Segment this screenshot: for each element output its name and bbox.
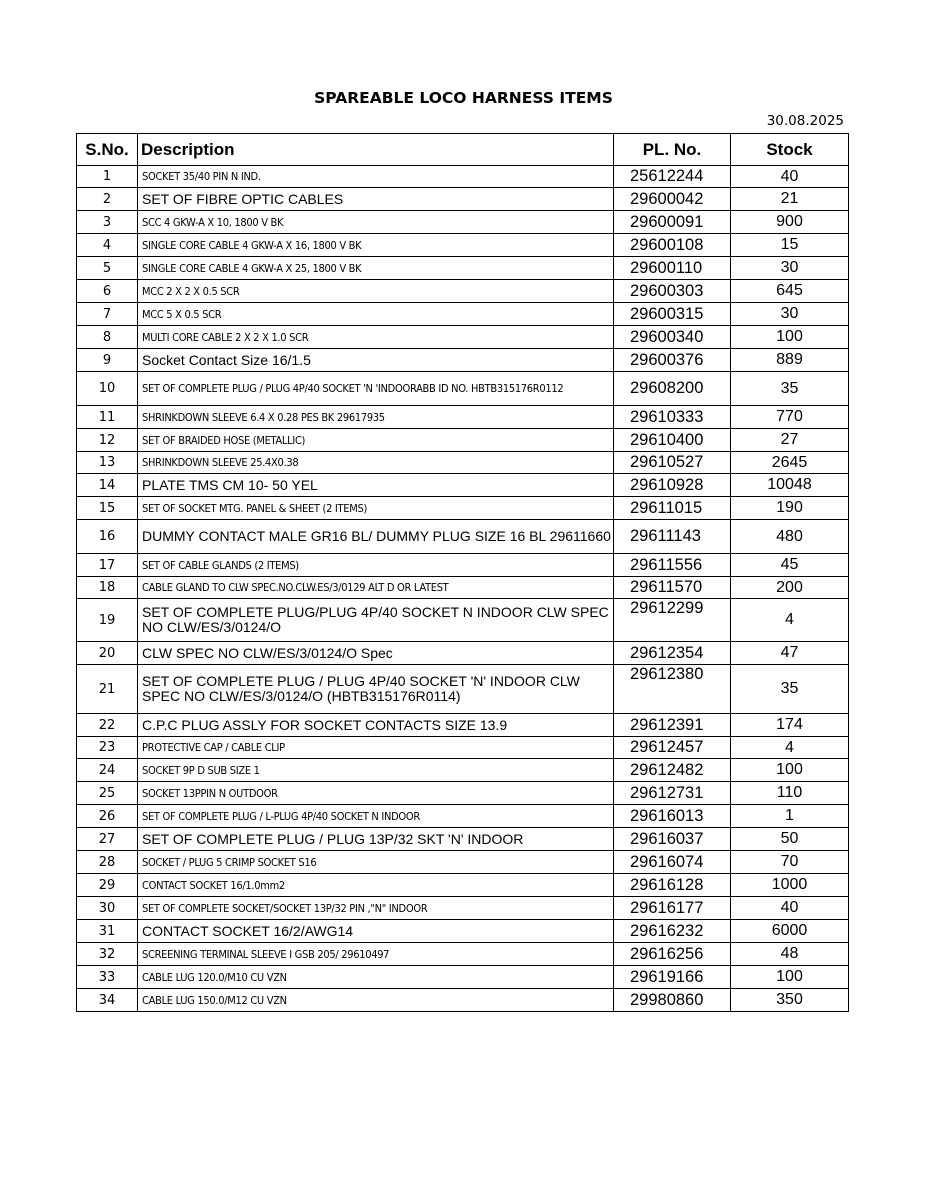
row-pl-no: 29610333: [614, 406, 731, 429]
row-sno: 3: [77, 211, 138, 234]
row-description: SET OF COMPLETE SOCKET/SOCKET 13P/32 PIN ,"N" INDOOR: [138, 897, 614, 920]
row-description: C.P.C PLUG ASSLY FOR SOCKET CONTACTS SIZE 13.9: [138, 714, 614, 737]
row-stock: 900: [731, 211, 849, 234]
table-row: [77, 211, 849, 234]
row-stock: 100: [731, 759, 849, 782]
row-sno: 32: [77, 943, 138, 966]
row-description: CABLE GLAND TO CLW SPEC.NO.CLW.ES/3/0129 ALT D OR LATEST: [138, 577, 614, 599]
row-stock: 1000: [731, 874, 849, 897]
row-stock: 21: [731, 188, 849, 211]
row-description: SOCKET 13PPIN N OUTDOOR: [138, 782, 614, 805]
row-description: SET OF COMPLETE PLUG / L-PLUG 4P/40 SOCKET N INDOOR: [138, 805, 614, 828]
row-pl-no: 29616256: [614, 943, 731, 966]
row-pl-no: 29980860: [614, 989, 731, 1012]
row-stock: 100: [731, 326, 849, 349]
row-sno: 34: [77, 989, 138, 1012]
row-sno: 12: [77, 429, 138, 452]
table-row: [77, 920, 849, 943]
document-title: SPAREABLE LOCO HARNESS ITEMS: [314, 89, 613, 107]
row-stock: 48: [731, 943, 849, 966]
row-pl-no: 29600042: [614, 188, 731, 211]
table-row: [77, 714, 849, 737]
row-pl-no: 29616177: [614, 897, 731, 920]
row-pl-no: 29600315: [614, 303, 731, 326]
header-description: Description: [138, 134, 614, 166]
row-sno: 30: [77, 897, 138, 920]
row-sno: 28: [77, 851, 138, 874]
row-description: SET OF CABLE GLANDS (2 ITEMS): [138, 554, 614, 577]
row-sno: 18: [77, 577, 138, 599]
table-row: [77, 577, 849, 599]
row-stock: 480: [731, 520, 849, 554]
row-sno: 5: [77, 257, 138, 280]
table-row: [77, 851, 849, 874]
row-description: SET OF COMPLETE PLUG / PLUG 4P/40 SOCKET 'N' INDOOR CLW SPEC NO CLW/ES/3/0124/O (HBTB315176R0114): [138, 665, 614, 714]
row-stock: 40: [731, 166, 849, 188]
row-pl-no: 29611570: [614, 577, 731, 599]
row-stock: 50: [731, 828, 849, 851]
table-row: [77, 874, 849, 897]
row-sno: 13: [77, 452, 138, 474]
table-row: [77, 897, 849, 920]
row-sno: 6: [77, 280, 138, 303]
row-sno: 26: [77, 805, 138, 828]
row-pl-no: 29600340: [614, 326, 731, 349]
row-pl-no: 29611143: [614, 520, 731, 554]
row-description: SHRINKDOWN SLEEVE 25.4X0.38: [138, 452, 614, 474]
row-stock: 2645: [731, 452, 849, 474]
row-stock: 45: [731, 554, 849, 577]
document-date: 30.08.2025: [766, 113, 844, 129]
table-row: [77, 166, 849, 188]
header-pl-no: PL. No.: [614, 134, 731, 166]
row-description: SHRINKDOWN SLEEVE 6.4 X 0.28 PES BK 29617935: [138, 406, 614, 429]
row-pl-no: 29608200: [614, 372, 731, 406]
table-row: [77, 759, 849, 782]
table-row: [77, 280, 849, 303]
row-description: SET OF SOCKET MTG. PANEL & SHEET (2 ITEMS): [138, 497, 614, 520]
row-stock: 30: [731, 303, 849, 326]
row-pl-no: 29612380: [614, 665, 731, 714]
row-description: SET OF COMPLETE PLUG / PLUG 4P/40 SOCKET 'N 'INDOORABB ID NO. HBTB315176R0112: [138, 372, 614, 406]
row-description: SOCKET 35/40 PIN N IND.: [138, 166, 614, 188]
row-sno: 31: [77, 920, 138, 943]
row-pl-no: 29616013: [614, 805, 731, 828]
row-description: SOCKET 9P D SUB SIZE 1: [138, 759, 614, 782]
row-sno: 11: [77, 406, 138, 429]
table-row: [77, 828, 849, 851]
table-row: [77, 497, 849, 520]
row-description: SET OF COMPLETE PLUG / PLUG 13P/32 SKT 'N' INDOOR: [138, 828, 614, 851]
table-row: [77, 782, 849, 805]
row-sno: 25: [77, 782, 138, 805]
table-row: [77, 326, 849, 349]
row-sno: 20: [77, 642, 138, 665]
row-pl-no: 29600110: [614, 257, 731, 280]
row-description: SOCKET / PLUG 5 CRIMP SOCKET S16: [138, 851, 614, 874]
row-stock: 100: [731, 966, 849, 989]
row-pl-no: 29600091: [614, 211, 731, 234]
table-row: [77, 429, 849, 452]
row-stock: 15: [731, 234, 849, 257]
row-stock: 70: [731, 851, 849, 874]
row-sno: 33: [77, 966, 138, 989]
row-stock: 1: [731, 805, 849, 828]
row-sno: 27: [77, 828, 138, 851]
row-description: CABLE LUG 120.0/M10 CU VZN: [138, 966, 614, 989]
row-sno: 24: [77, 759, 138, 782]
row-description: PLATE TMS CM 10- 50 YEL: [138, 474, 614, 497]
row-stock: 40: [731, 897, 849, 920]
table-row: [77, 599, 849, 642]
row-stock: 190: [731, 497, 849, 520]
table-row: [77, 665, 849, 714]
row-stock: 10048: [731, 474, 849, 497]
row-pl-no: 29616232: [614, 920, 731, 943]
row-stock: 200: [731, 577, 849, 599]
row-description: MCC 5 X 0.5 SCR: [138, 303, 614, 326]
row-sno: 8: [77, 326, 138, 349]
row-sno: 14: [77, 474, 138, 497]
row-pl-no: 29612457: [614, 737, 731, 759]
row-sno: 1: [77, 166, 138, 188]
row-sno: 10: [77, 372, 138, 406]
row-description: DUMMY CONTACT MALE GR16 BL/ DUMMY PLUG SIZE 16 BL 29611660: [138, 520, 614, 554]
row-pl-no: 29600376: [614, 349, 731, 372]
table-row: [77, 642, 849, 665]
row-sno: 16: [77, 520, 138, 554]
table-row: [77, 989, 849, 1012]
row-description: CLW SPEC NO CLW/ES/3/0124/O Spec: [138, 642, 614, 665]
row-description: SCREENING TERMINAL SLEEVE I GSB 205/ 29610497: [138, 943, 614, 966]
row-pl-no: 29612299: [614, 599, 731, 642]
row-description: CABLE LUG 150.0/M12 CU VZN: [138, 989, 614, 1012]
table-row: [77, 520, 849, 554]
header-sno: S.No.: [77, 134, 138, 166]
row-pl-no: 29610527: [614, 452, 731, 474]
row-sno: 9: [77, 349, 138, 372]
row-description: CONTACT SOCKET 16/1.0mm2: [138, 874, 614, 897]
row-sno: 4: [77, 234, 138, 257]
row-pl-no: 29611556: [614, 554, 731, 577]
row-description: CONTACT SOCKET 16/2/AWG14: [138, 920, 614, 943]
row-description: MCC 2 X 2 X 0.5 SCR: [138, 280, 614, 303]
row-stock: 6000: [731, 920, 849, 943]
row-stock: 174: [731, 714, 849, 737]
table-row: [77, 452, 849, 474]
row-stock: 35: [731, 372, 849, 406]
row-pl-no: 29610928: [614, 474, 731, 497]
row-stock: 30: [731, 257, 849, 280]
row-description: PROTECTIVE CAP / CABLE CLIP: [138, 737, 614, 759]
row-stock: 27: [731, 429, 849, 452]
row-description: SINGLE CORE CABLE 4 GKW-A X 16, 1800 V BK: [138, 234, 614, 257]
row-stock: 47: [731, 642, 849, 665]
row-pl-no: 29616128: [614, 874, 731, 897]
row-stock: 4: [731, 599, 849, 642]
table-row: [77, 966, 849, 989]
harness-items-table: [76, 133, 849, 1012]
row-description: Socket Contact Size 16/1.5: [138, 349, 614, 372]
table-row: [77, 303, 849, 326]
row-sno: 23: [77, 737, 138, 759]
row-pl-no: 29611015: [614, 497, 731, 520]
table-row: [77, 234, 849, 257]
row-stock: 645: [731, 280, 849, 303]
row-pl-no: 29612391: [614, 714, 731, 737]
row-pl-no: 29600303: [614, 280, 731, 303]
table-row: [77, 474, 849, 497]
row-pl-no: 29600108: [614, 234, 731, 257]
row-description: SET OF FIBRE OPTIC CABLES: [138, 188, 614, 211]
table-row: [77, 805, 849, 828]
row-sno: 15: [77, 497, 138, 520]
table-header-row: [77, 134, 849, 166]
table-row: [77, 349, 849, 372]
row-stock: 110: [731, 782, 849, 805]
row-pl-no: 29616037: [614, 828, 731, 851]
table-row: [77, 257, 849, 280]
row-sno: 21: [77, 665, 138, 714]
row-sno: 17: [77, 554, 138, 577]
row-pl-no: 29612354: [614, 642, 731, 665]
row-description: SCC 4 GKW-A X 10, 1800 V BK: [138, 211, 614, 234]
table-row: [77, 372, 849, 406]
table-row: [77, 943, 849, 966]
row-sno: 22: [77, 714, 138, 737]
row-sno: 29: [77, 874, 138, 897]
row-stock: 350: [731, 989, 849, 1012]
row-stock: 889: [731, 349, 849, 372]
row-stock: 770: [731, 406, 849, 429]
table-row: [77, 554, 849, 577]
row-stock: 35: [731, 665, 849, 714]
row-description: SET OF BRAIDED HOSE (METALLIC): [138, 429, 614, 452]
row-sno: 7: [77, 303, 138, 326]
row-pl-no: 29616074: [614, 851, 731, 874]
row-pl-no: 25612244: [614, 166, 731, 188]
row-pl-no: 29619166: [614, 966, 731, 989]
row-sno: 2: [77, 188, 138, 211]
row-description: SET OF COMPLETE PLUG/PLUG 4P/40 SOCKET N INDOOR CLW SPEC NO CLW/ES/3/0124/O: [138, 599, 614, 642]
row-pl-no: 29612731: [614, 782, 731, 805]
header-stock: Stock: [731, 134, 849, 166]
table-row: [77, 406, 849, 429]
row-pl-no: 29610400: [614, 429, 731, 452]
table-row: [77, 737, 849, 759]
row-pl-no: 29612482: [614, 759, 731, 782]
row-description: SINGLE CORE CABLE 4 GKW-A X 25, 1800 V BK: [138, 257, 614, 280]
row-sno: 19: [77, 599, 138, 642]
table-row: [77, 188, 849, 211]
row-description: MULTI CORE CABLE 2 X 2 X 1.0 SCR: [138, 326, 614, 349]
row-stock: 4: [731, 737, 849, 759]
